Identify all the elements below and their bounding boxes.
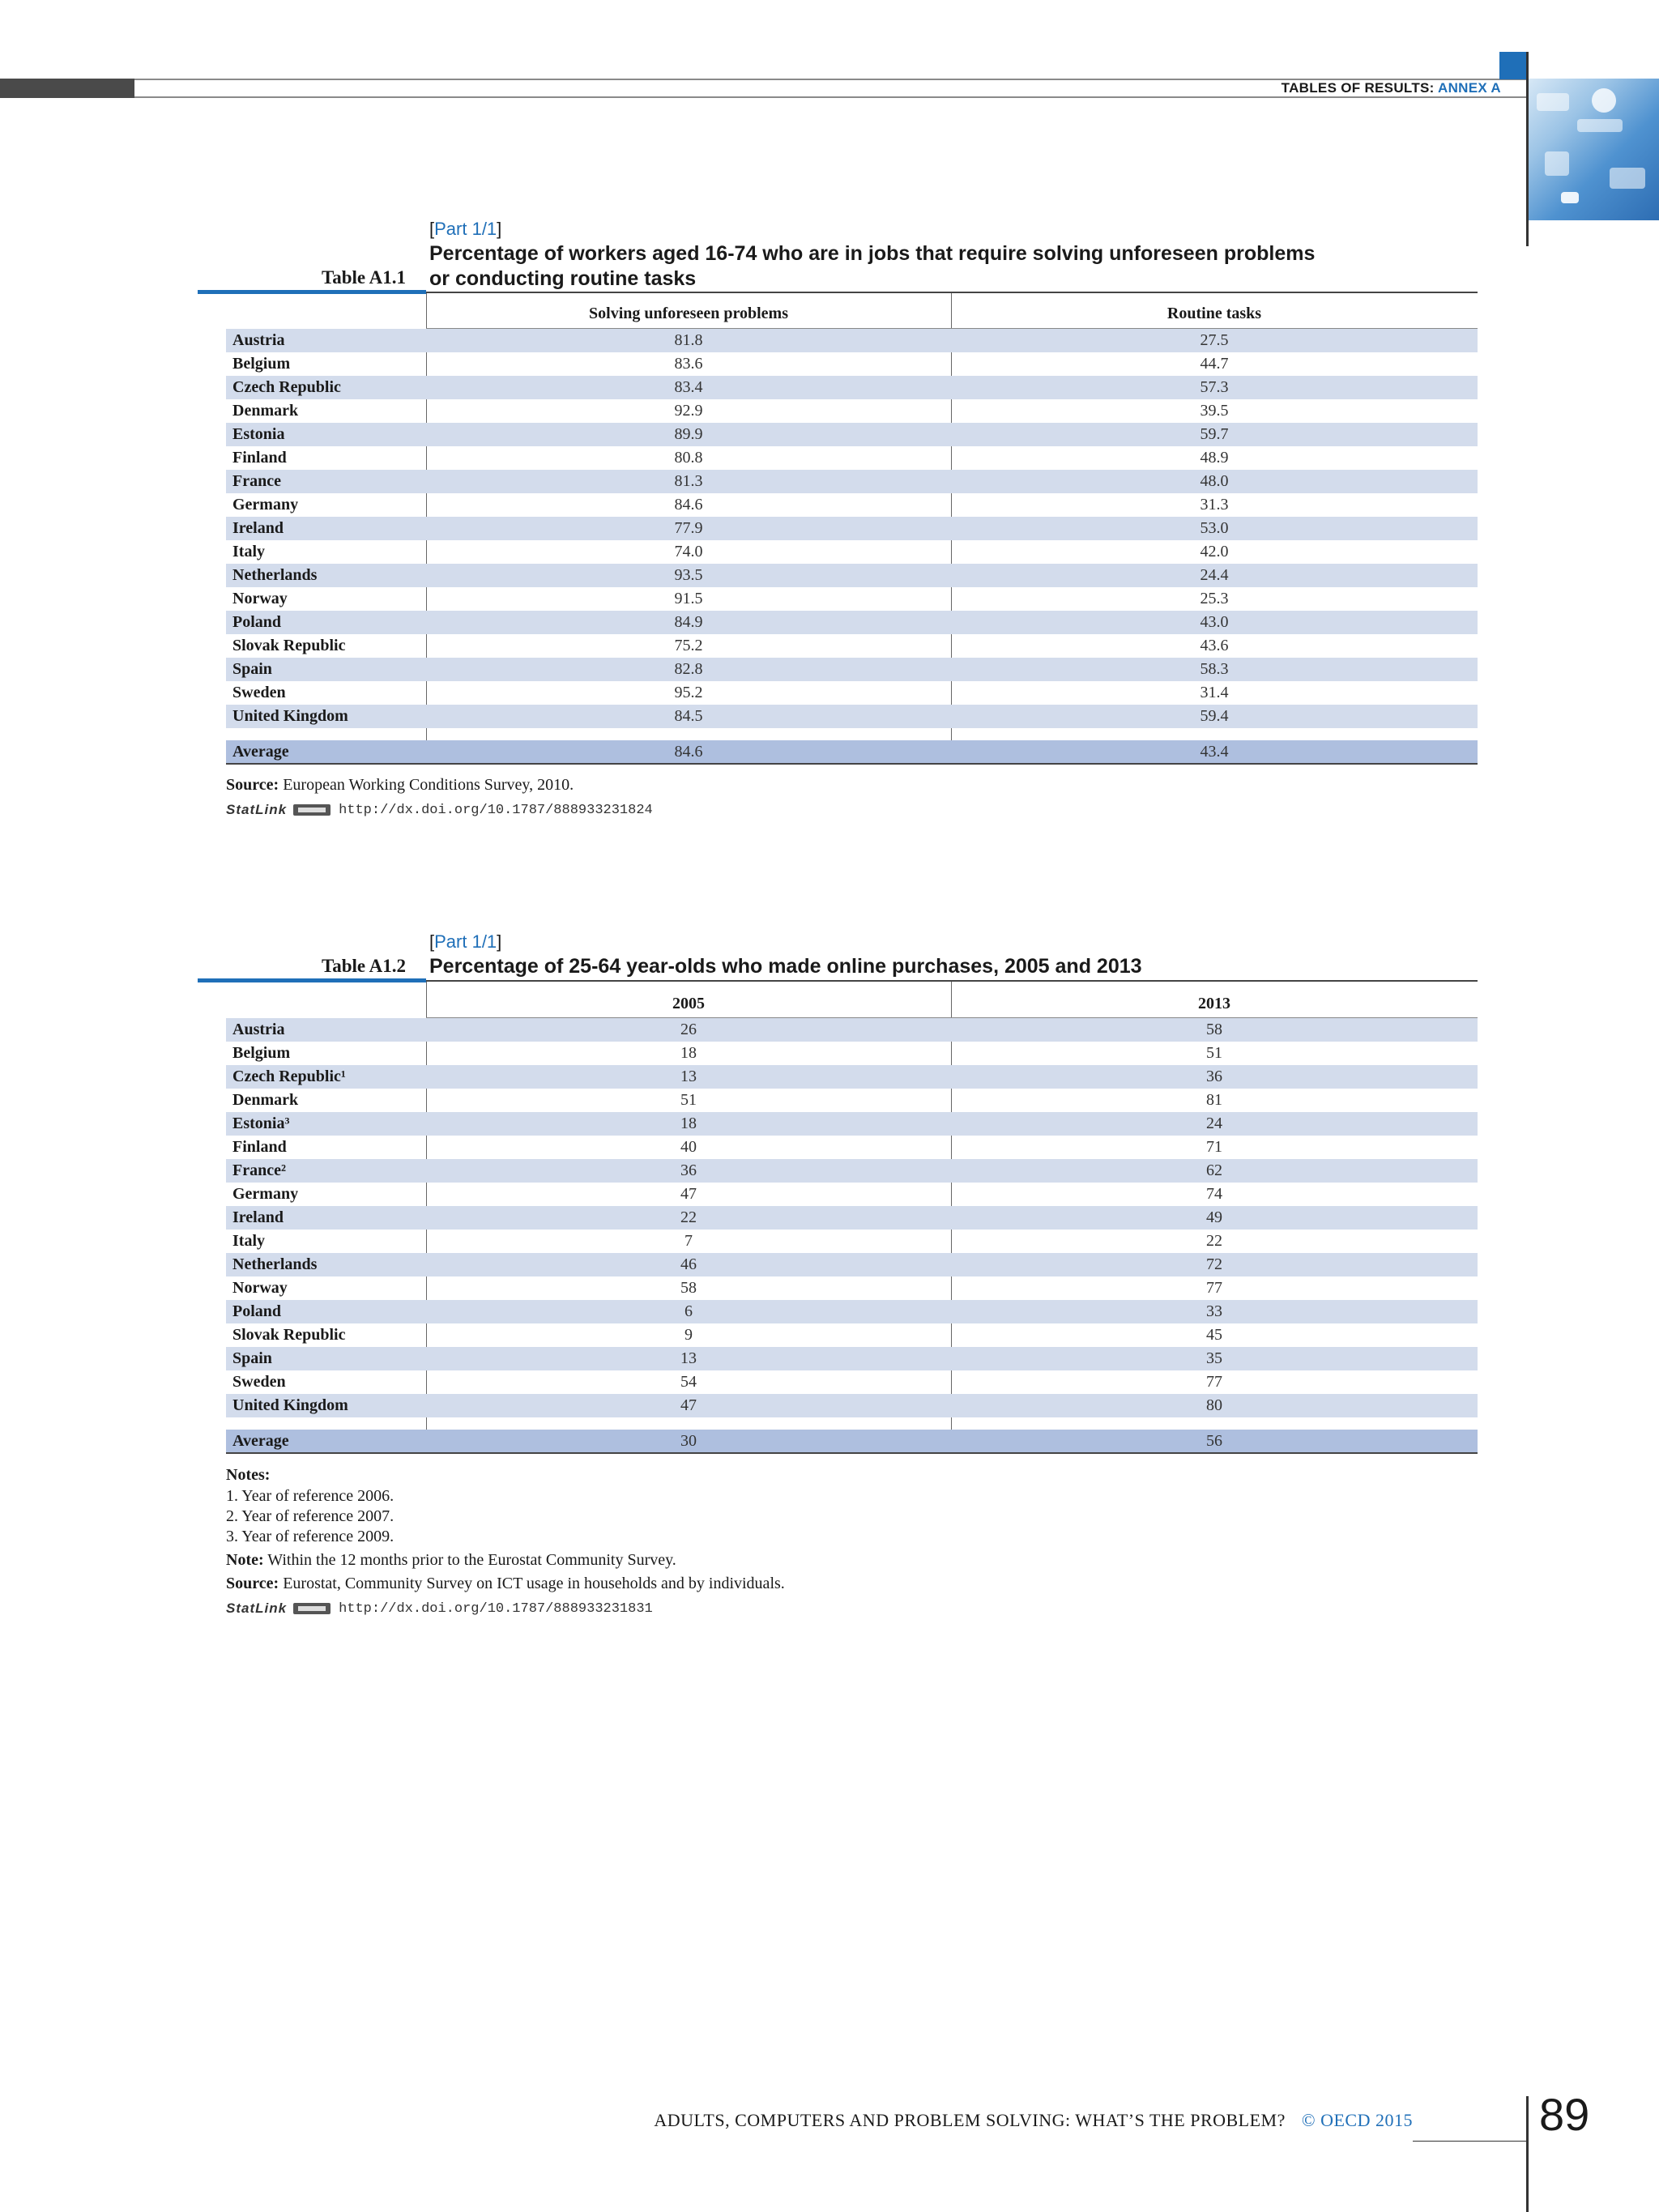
table-row xyxy=(226,1370,1478,1394)
value-cell-1: 51 xyxy=(680,1091,697,1109)
country-cell: Czech Republic¹ xyxy=(232,1068,346,1085)
value-cell-1: 80.8 xyxy=(674,449,703,467)
corner-blue-square xyxy=(1499,52,1527,79)
table-row xyxy=(226,1276,1478,1300)
value-cell-1: 6 xyxy=(684,1302,693,1320)
table-row xyxy=(226,705,1478,728)
table1-average-row xyxy=(226,740,1478,765)
value-cell-1: 47 xyxy=(680,1185,697,1203)
country-cell: Spain xyxy=(232,660,272,678)
value-cell-1: 93.5 xyxy=(674,566,703,584)
country-cell: Norway xyxy=(232,1279,288,1297)
footer-vertical-rule xyxy=(1526,2096,1529,2212)
table-row xyxy=(226,611,1478,634)
running-footer xyxy=(654,2110,1413,2131)
table-row xyxy=(226,517,1478,540)
value-cell-1: 91.5 xyxy=(674,590,703,607)
table-row xyxy=(226,587,1478,611)
table-row xyxy=(226,1206,1478,1230)
country-cell: Sweden xyxy=(232,684,286,701)
value-cell-1: 84.6 xyxy=(674,496,703,514)
table-row xyxy=(226,493,1478,517)
value-cell-1: 83.6 xyxy=(674,355,703,373)
value-cell-2: 77 xyxy=(1206,1279,1222,1297)
table-row xyxy=(226,1230,1478,1253)
table2-notes-title: Notes: xyxy=(226,1466,271,1484)
value-cell-2: 45 xyxy=(1206,1326,1222,1344)
value-cell-2: 59.4 xyxy=(1200,707,1229,725)
country-cell: Estonia xyxy=(232,425,285,443)
table1-blue-bar xyxy=(198,290,426,294)
country-cell: Slovak Republic xyxy=(232,1326,346,1344)
value-cell-1: 18 xyxy=(680,1115,697,1132)
header-accent-bar xyxy=(0,79,134,98)
value-cell-2: 24 xyxy=(1206,1115,1222,1132)
table-row xyxy=(226,423,1478,446)
table1-source-text: European Working Conditions Survey, 2010. xyxy=(283,776,574,794)
table2-source xyxy=(226,1575,785,1593)
table-row xyxy=(226,1136,1478,1159)
value-cell-1: 13 xyxy=(680,1068,697,1085)
value-cell-2: 48.9 xyxy=(1200,449,1229,467)
country-cell: Italy xyxy=(232,1232,265,1250)
table-row xyxy=(226,470,1478,493)
table-row xyxy=(226,1065,1478,1089)
table-row xyxy=(226,1018,1478,1042)
table1-statlink[interactable] xyxy=(226,802,653,818)
value-cell-2: 48.0 xyxy=(1200,472,1229,490)
table2-average-row xyxy=(226,1430,1478,1454)
value-cell-2: 35 xyxy=(1206,1349,1222,1367)
country-cell: Finland xyxy=(232,1138,287,1156)
value-cell-1: 36 xyxy=(680,1161,697,1179)
country-cell: Denmark xyxy=(232,402,299,420)
table-row xyxy=(226,446,1478,470)
table-row xyxy=(226,1112,1478,1136)
value-cell-2: 80 xyxy=(1206,1396,1222,1414)
running-header xyxy=(1282,80,1501,96)
country-cell: Austria xyxy=(232,1021,285,1038)
table-row xyxy=(226,1394,1478,1417)
table2-body xyxy=(226,1018,1478,1417)
value-cell-2: 27.5 xyxy=(1200,331,1229,349)
value-cell-1: 77.9 xyxy=(674,519,703,537)
value-cell-1: 83.4 xyxy=(674,378,703,396)
country-cell: Germany xyxy=(232,1185,299,1203)
value-cell-2: 43.0 xyxy=(1200,613,1229,631)
table2-note-label: Note: xyxy=(226,1551,264,1569)
country-cell: Belgium xyxy=(232,1044,291,1062)
table1-average-value-2: 43.4 xyxy=(1200,743,1229,761)
country-cell: Spain xyxy=(232,1349,272,1367)
value-cell-1: 7 xyxy=(684,1232,693,1250)
table1-statlink-url[interactable]: http://dx.doi.org/10.1787/888933231824 xyxy=(339,802,653,818)
value-cell-1: 82.8 xyxy=(674,660,703,678)
country-cell: Czech Republic xyxy=(232,378,341,396)
table-row xyxy=(226,1323,1478,1347)
value-cell-1: 84.9 xyxy=(674,613,703,631)
table-row xyxy=(226,658,1478,681)
value-cell-2: 43.6 xyxy=(1200,637,1229,654)
table2-source-text: Eurostat, Community Survey on ICT usage in households and by individuals. xyxy=(283,1575,785,1592)
table2-blue-bar xyxy=(198,978,426,982)
table1-title xyxy=(429,241,1482,292)
value-cell-1: 46 xyxy=(680,1255,697,1273)
footer-title: ADULTS, COMPUTERS AND PROBLEM SOLVING: WHAT’S THE PROBLEM? xyxy=(654,2110,1286,2130)
country-cell: United Kingdom xyxy=(232,1396,348,1414)
footer-copyright: © OECD 2015 xyxy=(1301,2110,1413,2130)
country-cell: Finland xyxy=(232,449,287,467)
statlink-label: StatLink xyxy=(226,1600,288,1616)
country-cell: Netherlands xyxy=(232,566,318,584)
country-cell: Estonia³ xyxy=(232,1115,290,1132)
table-row xyxy=(226,399,1478,423)
table2-average-value-2: 56 xyxy=(1206,1432,1222,1450)
value-cell-1: 9 xyxy=(684,1326,693,1344)
value-cell-1: 75.2 xyxy=(674,637,703,654)
table-row xyxy=(226,634,1478,658)
value-cell-1: 92.9 xyxy=(674,402,703,420)
country-cell: Poland xyxy=(232,1302,282,1320)
value-cell-1: 84.5 xyxy=(674,707,703,725)
table2-statlink[interactable] xyxy=(226,1600,653,1617)
country-cell: Ireland xyxy=(232,1208,284,1226)
value-cell-2: 62 xyxy=(1206,1161,1222,1179)
value-cell-2: 36 xyxy=(1206,1068,1222,1085)
table1-part-label: [Part 1/1] xyxy=(429,219,502,239)
table2-average-value-1: 30 xyxy=(680,1432,697,1450)
table-row xyxy=(226,1042,1478,1065)
page-number: 89 xyxy=(1539,2089,1590,2140)
table2-top-rule xyxy=(426,980,1478,982)
value-cell-2: 51 xyxy=(1206,1044,1222,1062)
table2-note-1: 1. Year of reference 2006. xyxy=(226,1487,394,1505)
value-cell-2: 53.0 xyxy=(1200,519,1229,537)
value-cell-2: 74 xyxy=(1206,1185,1222,1203)
value-cell-2: 22 xyxy=(1206,1232,1222,1250)
table2-label: Table A1.2 xyxy=(322,956,406,976)
table1-average-label: Average xyxy=(232,743,289,761)
table1-source xyxy=(226,776,574,795)
table2-title: Percentage of 25-64 year-olds who made online purchases, 2005 and 2013 xyxy=(429,955,1142,978)
country-cell: France² xyxy=(232,1161,286,1179)
value-cell-1: 95.2 xyxy=(674,684,703,701)
value-cell-2: 71 xyxy=(1206,1138,1222,1156)
running-header-section: TABLES OF RESULTS: xyxy=(1281,80,1435,96)
value-cell-2: 44.7 xyxy=(1200,355,1229,373)
value-cell-1: 40 xyxy=(680,1138,697,1156)
value-cell-1: 13 xyxy=(680,1349,697,1367)
table2-column-header-2: 2013 xyxy=(1198,995,1230,1012)
table-row xyxy=(226,681,1478,705)
country-cell: Slovak Republic xyxy=(232,637,346,654)
table1-average-value-1: 84.6 xyxy=(674,743,703,761)
table2-statlink-url[interactable]: http://dx.doi.org/10.1787/888933231831 xyxy=(339,1600,653,1617)
country-cell: Italy xyxy=(232,543,265,560)
table2-source-label: Source: xyxy=(226,1575,279,1592)
table-row xyxy=(226,1253,1478,1276)
table-row xyxy=(226,376,1478,399)
table2-part-label: [Part 1/1] xyxy=(429,931,502,952)
value-cell-2: 81 xyxy=(1206,1091,1222,1109)
value-cell-2: 39.5 xyxy=(1200,402,1229,420)
value-cell-2: 77 xyxy=(1206,1373,1222,1391)
country-cell: Netherlands xyxy=(232,1255,318,1273)
value-cell-1: 81.8 xyxy=(674,331,703,349)
value-cell-2: 58 xyxy=(1206,1021,1222,1038)
footer-rule xyxy=(1413,2141,1526,2142)
value-cell-1: 22 xyxy=(680,1208,697,1226)
statlink-icon xyxy=(293,804,331,816)
value-cell-1: 58 xyxy=(680,1279,697,1297)
value-cell-2: 33 xyxy=(1206,1302,1222,1320)
value-cell-2: 42.0 xyxy=(1200,543,1229,560)
value-cell-1: 18 xyxy=(680,1044,697,1062)
table2-note-3: 3. Year of reference 2009. xyxy=(226,1528,394,1545)
value-cell-2: 49 xyxy=(1206,1208,1222,1226)
country-cell: Sweden xyxy=(232,1373,286,1391)
country-cell: Norway xyxy=(232,590,288,607)
table2-note-text: Within the 12 months prior to the Eurostat Community Survey. xyxy=(267,1551,676,1569)
table1-top-rule xyxy=(426,292,1478,293)
table1-body xyxy=(226,329,1478,728)
table2-note-2: 2. Year of reference 2007. xyxy=(226,1507,394,1525)
value-cell-2: 57.3 xyxy=(1200,378,1229,396)
statlink-icon xyxy=(293,1603,331,1614)
country-cell: France xyxy=(232,472,281,490)
corner-decorative-image xyxy=(1529,79,1659,220)
running-header-annex: ANNEX A xyxy=(1438,80,1501,96)
country-cell: Austria xyxy=(232,331,285,349)
table-row xyxy=(226,564,1478,587)
value-cell-2: 25.3 xyxy=(1200,590,1229,607)
table2-column-header-1: 2005 xyxy=(672,995,705,1012)
value-cell-1: 81.3 xyxy=(674,472,703,490)
table-row xyxy=(226,329,1478,352)
value-cell-2: 31.3 xyxy=(1200,496,1229,514)
value-cell-2: 24.4 xyxy=(1200,566,1229,584)
country-cell: Poland xyxy=(232,613,282,631)
value-cell-2: 58.3 xyxy=(1200,660,1229,678)
country-cell: Germany xyxy=(232,496,299,514)
country-cell: Belgium xyxy=(232,355,291,373)
table-row xyxy=(226,540,1478,564)
table-row xyxy=(226,1347,1478,1370)
table-row xyxy=(226,1183,1478,1206)
table-row xyxy=(226,352,1478,376)
table2-average-label: Average xyxy=(232,1432,289,1450)
value-cell-2: 72 xyxy=(1206,1255,1222,1273)
table-row xyxy=(226,1300,1478,1323)
value-cell-1: 74.0 xyxy=(674,543,703,560)
table1-label: Table A1.1 xyxy=(322,267,406,288)
table1-source-label: Source: xyxy=(226,776,279,794)
value-cell-1: 54 xyxy=(680,1373,697,1391)
statlink-label: StatLink xyxy=(226,802,288,817)
value-cell-1: 47 xyxy=(680,1396,697,1414)
value-cell-2: 59.7 xyxy=(1200,425,1229,443)
country-cell: Denmark xyxy=(232,1091,299,1109)
table1-title-line2: or conducting routine tasks xyxy=(429,267,697,290)
value-cell-1: 89.9 xyxy=(674,425,703,443)
table1-title-line1: Percentage of workers aged 16-74 who are in jobs that require solving unforeseen problems xyxy=(429,242,1316,265)
table2-note xyxy=(226,1551,676,1570)
table1-column-header-1: Solving unforeseen problems xyxy=(589,305,788,322)
country-cell: Ireland xyxy=(232,519,284,537)
table-row xyxy=(226,1159,1478,1183)
value-cell-1: 26 xyxy=(680,1021,697,1038)
value-cell-2: 31.4 xyxy=(1200,684,1229,701)
table-row xyxy=(226,1089,1478,1112)
country-cell: United Kingdom xyxy=(232,707,348,725)
table1-column-header-2: Routine tasks xyxy=(1166,305,1262,322)
